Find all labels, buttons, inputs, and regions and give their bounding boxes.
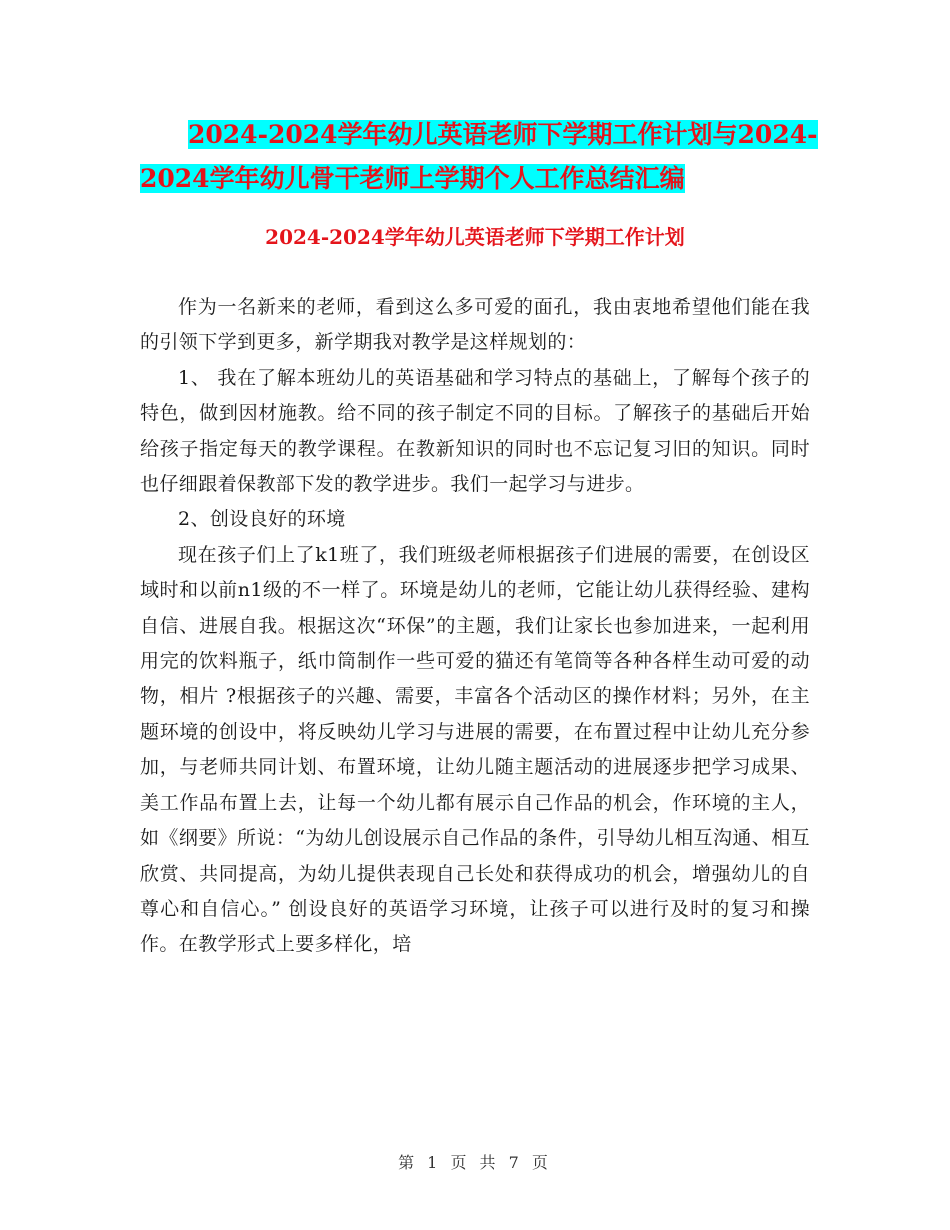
paragraph-intro: 作为一名新来的老师，看到这么多可爱的面孔，我由衷地希望他们能在我的引领下学到更多，新学期我对教学是这样规划的： (140, 296, 810, 354)
document-title-line-1 (140, 113, 820, 157)
page-footer: 第 1 页 共 7 页 (398, 1153, 552, 1172)
body-text (140, 290, 810, 963)
title-highlight: 2024学年幼儿骨干老师上学期个人工作总结汇编 (140, 164, 685, 193)
title-highlight: 2024-2024学年幼儿英语老师下学期工作计划与2024- (188, 120, 818, 149)
document-title (140, 113, 820, 201)
document-title-line-2 (140, 157, 820, 201)
paragraph-environment: 现在孩子们上了k1班了，我们班级老师根据孩子们进展的需要，在创设区域时和以前n1级的不一样了。环境是幼儿的老师，它能让幼儿获得经验、建构自信、进展自我。根据这次“环保”的主题，我们让家长也参加进来，一起利用用完的饮料瓶子，纸巾筒制作一些可爱的猫还有笔筒等各种各样生动可爱的动物，相片 ?根据孩子的兴趣、需要，丰富各个活动区的操作材料；另外，在主题环境的创设中，将反映幼儿学习与进展的需要，在布置过程中让幼儿充分参加，与老师共同计划、布置环境，让幼儿随主题活动的进展逐步把学习成果、美工作品布置上去，让每一个幼儿都有展示自己作品的机会，作环境的主人，如《纲要》所说：“为幼儿创设展示自己作品的条件，引导幼儿相互沟通、相互欣赏、共同提高，为幼儿提供表现自己长处和获得成功的机会，增强幼儿的自尊心和自信心。” 创设良好的英语学习环境，让孩子可以进行及时的复习和操作。在教学形式上要多样化，培 (140, 543, 810, 956)
paragraph-item-2-heading: 2、创设良好的环境 (178, 508, 346, 531)
section-title: 2024-2024学年幼儿英语老师下学期工作计划 (265, 225, 685, 249)
paragraph-item-1: 1、 我在了解本班幼儿的英语基础和学习特点的基础上，了解每个孩子的特色，做到因材施教。给不同的孩子制定不同的目标。了解孩子的基础后开始给孩子指定每天的教学课程。在教新知识的同时也不忘记复习旧的知识。同时也仔细跟着保教部下发的教学进步。我们一起学习与进步。 (140, 366, 810, 496)
